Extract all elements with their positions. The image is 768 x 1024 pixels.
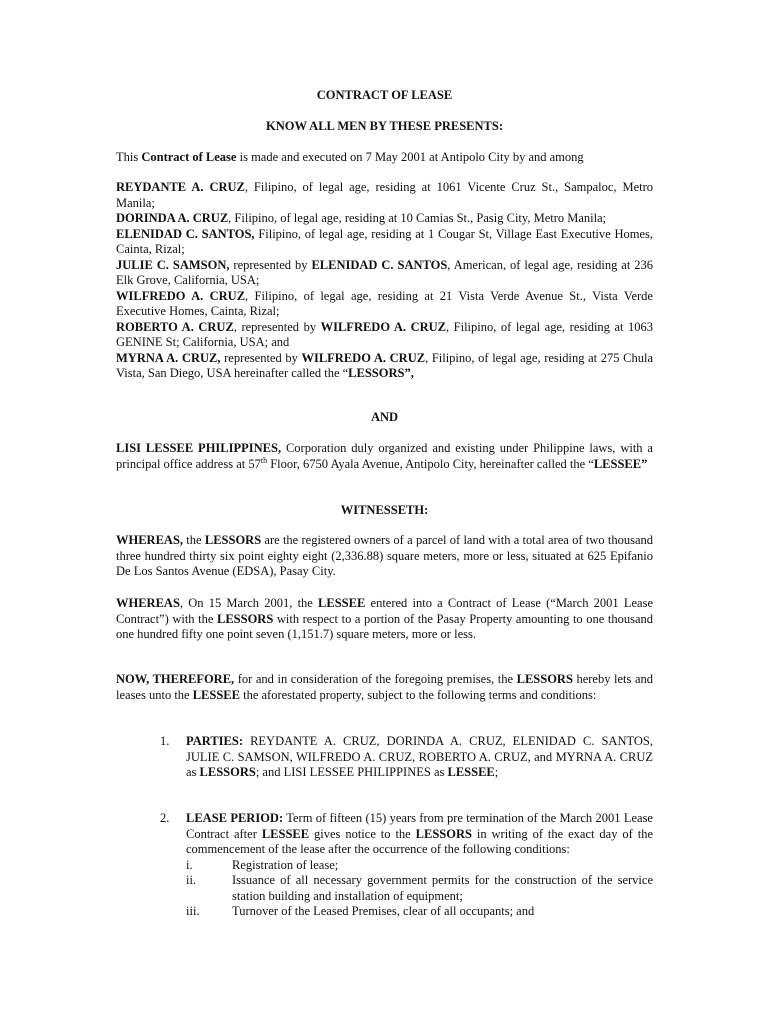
sub-list-item: iii. Turnover of the Leased Premises, clear of all occupants; and: [186, 904, 535, 918]
list-item-number: 1.: [160, 734, 170, 748]
party-entry: ROBERTO A. CRUZ, represented by WILFREDO A. CRUZ, Filipino, of legal age, residing at 1063 GENINE St; California, USA; and: [116, 319, 653, 349]
party-entry: ELENIDAD C. SANTOS, Filipino, of legal age, residing at 1 Cougar St, Village East Executive Homes, Cainta, Rizal;: [116, 226, 653, 256]
and-heading: AND: [370, 410, 399, 424]
party-entry: DORINDA A. CRUZ, Filipino, of legal age, residing at 10 Camias St., Pasig City, Metro Manila;: [116, 211, 607, 225]
list-item: 2. LEASE PERIOD: Term of fifteen (15) years from pre termination of the March 2001 Lease Contract after LESSEE gives notice to the LESSORS in writing of the exact day of the commencement of the lease after the occurrence of the following conditions: i. Registration of lease; ii. Issuance of all necessary government permits for the construction of the service station building and installation of equipment; iii. Turnover of the Leased Premises, clear of all occupants; and: [160, 811, 654, 918]
now-therefore-paragraph: NOW, THEREFORE, for and in consideration of the foregoing premises, the LESSORS hereby lets and leases unto the LESSEE the aforestated property, subject to the following terms and conditions:: [116, 672, 653, 702]
list-item-number: 2.: [160, 811, 170, 825]
parties-block: [116, 180, 653, 382]
whereas-paragraph-2: WHEREAS, On 15 March 2001, the LESSEE entered into a Contract of Lease (“March 2001 Lease Contract”) with the LESSORS with respect to a portion of the Pasay Property amounting to one thousand one hundred fifty one point seven (1,151.7) square meters, more or less.: [116, 596, 654, 641]
sub-list-item: i. Registration of lease;: [186, 857, 339, 872]
party-entry: JULIE C. SAMSON, represented by ELENIDAD C. SANTOS, American, of legal age, residing at 236 Elk Grove, California, USA;: [116, 257, 654, 287]
intro-paragraph: This Contract of Lease is made and executed on 7 May 2001 at Antipolo City by and among: [116, 150, 584, 164]
document-subtitle: KNOW ALL MEN BY THESE PRESENTS:: [266, 119, 503, 133]
document-title: CONTRACT OF LEASE: [316, 88, 453, 102]
terms-list: [160, 734, 653, 781]
list-item: 1. PARTIES: REYDANTE A. CRUZ, DORINDA A. CRUZ, ELENIDAD C. SANTOS, JULIE C. SAMSON, WILFREDO A. CRUZ, ROBERTO A. CRUZ, and MYRNA A. CRUZ as LESSORS; and LISI LESSEE PHILIPPINES as LESSEE;: [160, 734, 653, 779]
sub-list-item: ii. Issuance of all necessary government permits for the construction of the service station building and installation of equipment;: [186, 873, 653, 903]
whereas-paragraph-1: WHEREAS, the LESSORS are the registered owners of a parcel of land with a total area of two thousand three hundred thirty six point eighty eight (2,336.88) square meters, more or less, situated at 625 Epifanio De Los Santos Avenue (EDSA), Pasay City.: [116, 533, 653, 578]
party-entry: REYDANTE A. CRUZ, Filipino, of legal age, residing at 1061 Vicente Cruz St., Sampaloc, Metro Manila;: [116, 180, 654, 210]
party-entry: MYRNA A. CRUZ, represented by WILFREDO A. CRUZ, Filipino, of legal age, residing at 275 Chula Vista, San Diego, USA hereinafter called the “LESSORS”,: [116, 350, 653, 380]
terms-list-continued: [160, 811, 653, 920]
witnesseth-heading: WITNESSETH:: [340, 503, 429, 517]
lessee-paragraph: LISI LESSEE PHILIPPINES, Corporation duly organized and existing under Philippine laws, with a principal office address at 57th Floor, 6750 Ayala Avenue, Antipolo City, hereinafter called the “LESSEE”: [116, 441, 653, 471]
party-entry: WILFREDO A. CRUZ, Filipino, of legal age, residing at 21 Vista Verde Avenue St., Vista Verde Executive Homes, Cainta, Rizal;: [116, 288, 653, 318]
